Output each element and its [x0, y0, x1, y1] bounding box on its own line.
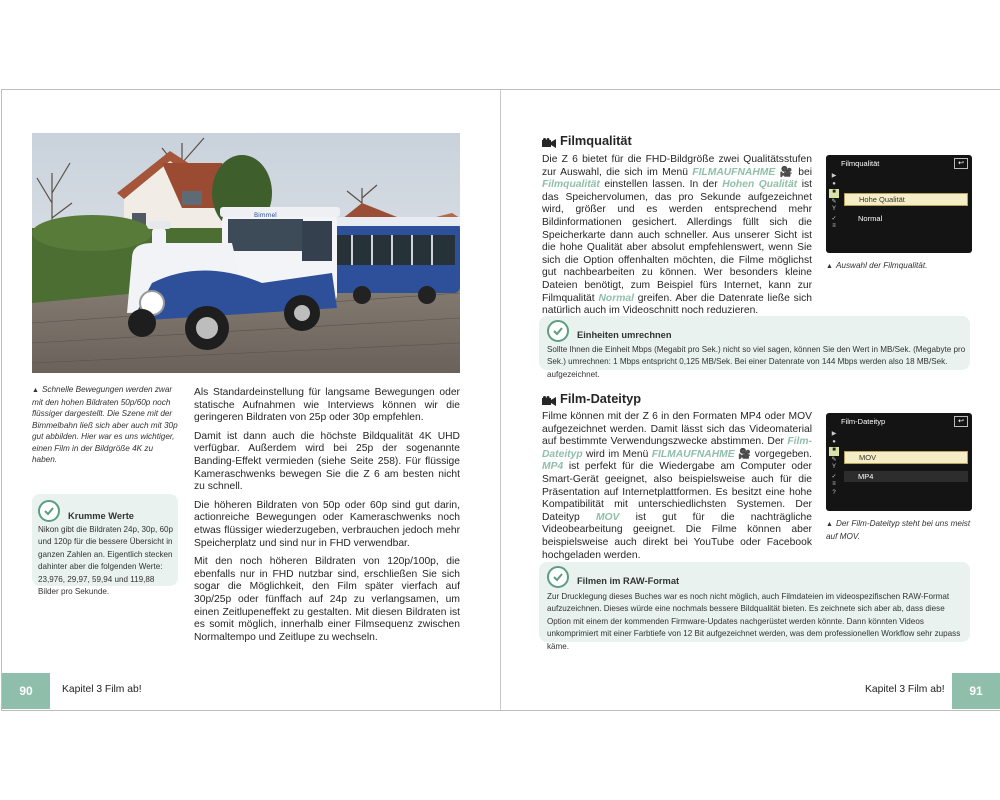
checkmark-icon: [38, 500, 60, 522]
highlighted-term: Filmqualität: [542, 179, 600, 191]
tip-text: Zur Drucklegung dieses Buches war es noch nicht möglich, auch Filmdateien im videospezifischen RAW-Format aufzuzeichnen. Dieses würde eine nochmals bessere Bildqualität bieten. Es zeichnete sich aber ab, dass diese Option mit einem der kommenden Firmware-Updates nachgerüstet werden könnte. Dann könnten Videos unkomprimiert mit einer Farbtiefe von 12 Bit aufgezeichnet werden, was dem professionellen Workflow sehr zupass käme.: [547, 592, 961, 651]
menu-sidebar: ▶ ● ■ ✎ Y ✓ ≡ ?: [829, 430, 839, 498]
text-run: wird im Menü: [582, 448, 652, 460]
chapter-label: Kapitel 3 Film ab!: [865, 684, 945, 695]
highlighted-term: FILMAUFNAHME: [692, 166, 776, 178]
tip-title: Filmen im RAW-Format: [577, 576, 680, 586]
menu-title: Film-Dateityp: [841, 417, 886, 426]
highlighted-term: MP4: [542, 461, 564, 473]
text-run: ist gut für die nachträgliche Videobearbeitung geeignet. Die Filme können aber beispielsweise auch direkt bei YouTube oder Facebook hochgeladen werden.: [542, 511, 812, 561]
movie-camera-icon: [542, 394, 556, 404]
highlighted-term: FILMAUFNAHME: [651, 448, 735, 460]
right-page: [501, 90, 1000, 710]
text-run: ist perfekt für die Wiedergabe am Computer oder Smart-Gerät geeignet, also beispielsweise auch für die Präsentation auf Internetplattformen. Es besitzt eine hohe Kompatibilität mit unterschiedlichsten Systemen. Der Dateityp: [542, 461, 812, 523]
left-page: [2, 90, 500, 710]
highlighted-term: Hohen Qualität: [722, 179, 798, 191]
movie-camera-icon: [542, 136, 556, 146]
tip-box-raw-format: [539, 562, 970, 651]
section2-text: [542, 411, 812, 562]
tip-box-einheiten: [539, 316, 970, 379]
left-body-text: [194, 387, 460, 650]
section-heading-film-dateityp: Film-Dateityp: [542, 391, 641, 406]
triangle-up-icon: ▲: [826, 263, 833, 270]
text-run: 🎥 bei: [775, 166, 812, 178]
paragraph: Die höheren Bildraten von 50p oder 60p sind gut darin, actionreiche Bewegungen oder Kameraschwenks noch etwas flüssiger wiederzugeben, verbrauchen jedoch mehr Speicherplatz und sind nur in FHD verwendbar.: [194, 499, 460, 549]
section1-text: [542, 154, 812, 318]
menu-option-normal[interactable]: Normal: [858, 214, 883, 223]
camera-menu-filmqualitaet: [826, 155, 972, 253]
camera-menu-film-dateityp: [826, 413, 972, 511]
text-run: einstellen lassen. In der: [599, 179, 723, 191]
tip-title: Einheiten umrechnen: [577, 330, 672, 340]
menu-option-mp4[interactable]: MP4: [844, 471, 968, 482]
lcd-caption-2: ▲ Der Film-Dateityp steht bei uns meist auf MOV.: [826, 519, 971, 541]
paragraph: Mit den noch höheren Bildraten von 120p/100p, die ebenfalls nur in FHD nutzbar sind, erschließen Sie sich sogar die Möglichkeit, den Film später vierfach auf 30p/25p oder fünffach auf 24p zu verlangsamen, um einen Zeitlupeneffekt zu gestalten. Mit diesen Bildraten ist es somit möglich, innerhalb einer Filmsequenz zwischen Normaltempo und Zeitlupe zu wechseln.: [194, 556, 460, 643]
train-photo: [32, 133, 460, 373]
menu-sidebar: ▶ ● ■ ✎ Y ✓ ≡: [829, 172, 839, 232]
back-icon[interactable]: ↩: [954, 158, 968, 169]
page-number: 90: [2, 673, 50, 709]
chapter-label: Kapitel 3 Film ab!: [62, 684, 142, 695]
photo-caption: ▲ Schnelle Bewegungen werden zwar mit den hohen Bildraten 50p/60p noch flüssiger dargestellt. Die Szene mit der Bimmelbahn ließ sich aber auch mit 30p gut abbilden. Hier war es uns wichtiger, einen Film in der Bildgröße 4K zu haben.: [32, 385, 178, 464]
train-sign: Bimmel: [254, 212, 277, 219]
menu-option-hohe-qualitaet[interactable]: Hohe Qualität: [844, 193, 968, 206]
highlighted-term: Normal: [598, 292, 634, 304]
text-run: greifen. Aber die Datenrate ließe sich natürlich auch im Videoschnitt noch reduzieren.: [542, 292, 812, 317]
text-run: Filme können mit der Z 6 in den Formaten MP4 oder MOV aufgezeichnet werden. Damit lässt sich das Videomaterial auf bestimmte Verwendungszwecke abstimmen. Der: [542, 411, 812, 448]
paragraph: Damit ist dann auch die höchste Bildqualität 4K UHD verfügbar. Außerdem wird bei 25p der sogenannte Banding-Effekt vermieden (siehe Seite 258). Für flüssige Kameraschwenks bewegen Sie die Z 6 am besten nicht zu schnell.: [194, 430, 460, 493]
text-run: Die Z 6 bietet für die FHD-Bildgröße zwei Qualitätsstufen zur Auswahl, die sich im Menü: [542, 154, 812, 178]
checkmark-icon: [547, 566, 569, 588]
highlighted-term: MOV: [595, 511, 620, 523]
lcd-caption-1: ▲ Auswahl der Filmqualität.: [826, 261, 928, 270]
back-icon[interactable]: ↩: [954, 416, 968, 427]
highlighted-term: Film-Dateityp: [542, 436, 812, 460]
tip-title: Krumme Werte: [68, 511, 134, 521]
tip-text: Nikon gibt die Bildraten 24p, 30p, 60p und 120p für die bessere Übersicht in ganzen Zahlen an. Eigentlich stecken dahinter aber die folgenden Werte: 23,976, 29,97, 59,94 und 119,88 Bilder pro Sekunde.: [38, 525, 173, 597]
tip-text: Sollte Ihnen die Einheit Mbps (Megabit pro Sek.) nicht so viel sagen, können Sie den Wert in MB/Sek. (Megabyte pro Sek.) umrechnen: 1 Mbps entspricht 0,125 MB/Sek. Bei einer Datenrate von 144 Mbps werden also 18 MB/Sek. aufgezeichnet.: [547, 345, 966, 379]
book-spread: [1, 89, 1000, 711]
checkmark-icon: [547, 320, 569, 342]
page-number: 91: [952, 673, 1000, 709]
tip-box-krumme-werte: [32, 494, 178, 597]
text-run: 🎥 vorgegeben.: [734, 448, 812, 460]
menu-title: Filmqualität: [841, 159, 880, 168]
text-run: ist das Speichervolumen, das pro Sekunde aufgezeichnet wird, größer und es werden entsprechend mehr Bildinformationen gesichert. Allerdings füllt sich die Speicherkarte dann auch schneller. Aus unserer Sicht ist die hohe Qualität aber absolut empfehlenswert, wenn Sie sich die Option offenhalten möchten, die Filme möglichst gut nachbearbeiten zu können. Wer besonders kleine Dateien benötigt, zum Beispiel fürs Internet, kann zur Filmqualität: [542, 179, 812, 304]
section-heading-filmqualitaet: Filmqualität: [542, 133, 632, 148]
triangle-up-icon: ▲: [826, 521, 833, 528]
triangle-up-icon: ▲: [32, 387, 39, 394]
paragraph: Als Standardeinstellung für langsame Bewegungen oder statische Aufnahmen wie Interviews können wir die geringeren Bildraten von 25p oder 30p empfehlen.: [194, 387, 460, 424]
menu-option-mov[interactable]: MOV: [844, 451, 968, 464]
